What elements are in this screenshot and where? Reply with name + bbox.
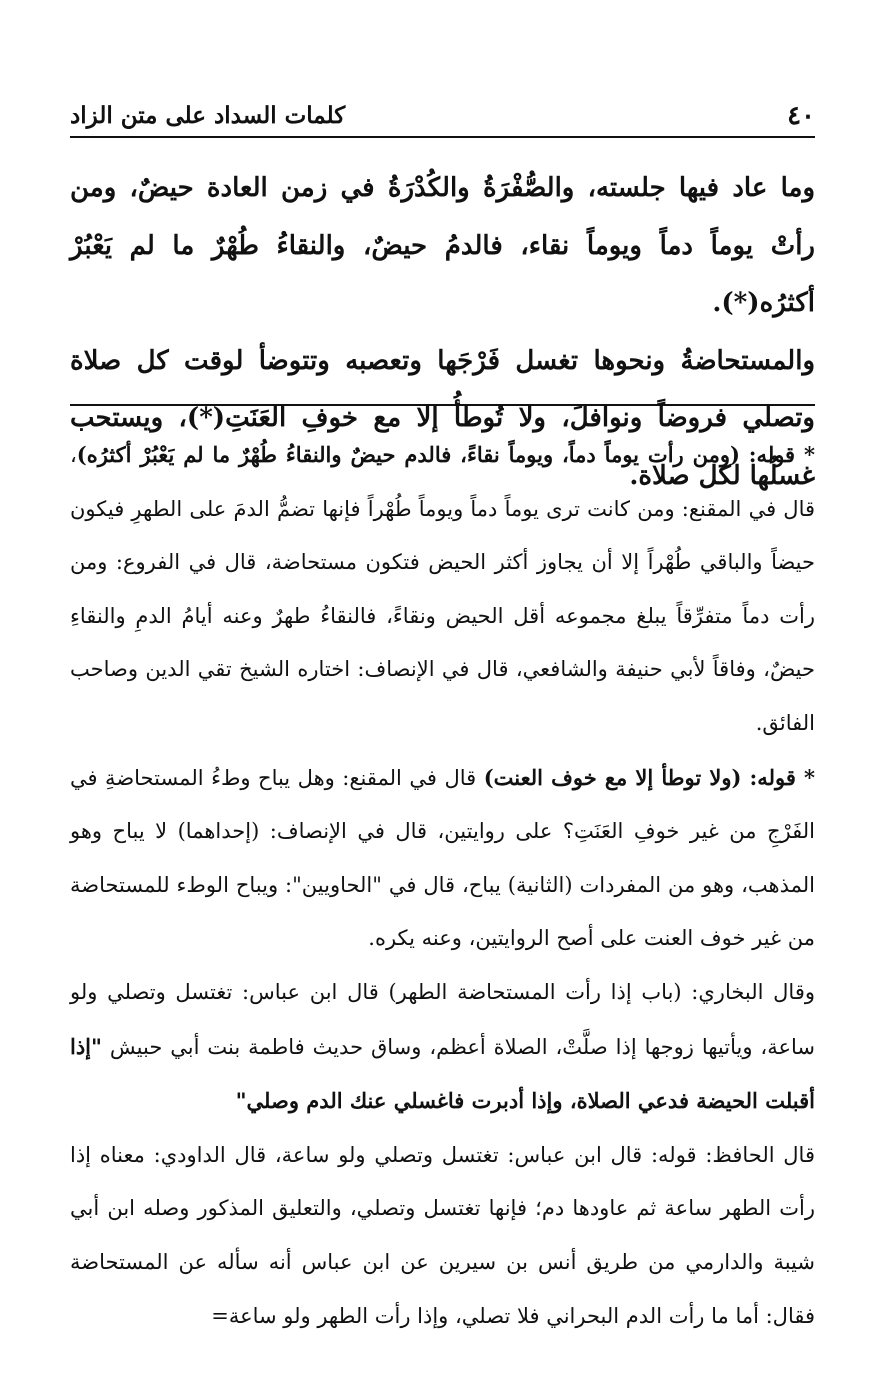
running-title: كلمات السداد على متن الزاد xyxy=(70,102,346,129)
footnote-text: قال في المقنع: وهل يباح وطءُ المستحاضةِ في الفَرْجِ من غير خوفِ العَنَتِ؟ على روايتين، قال في الإنصاف: (إحداهما) لا يباح وهو المذهب، وهو من المفردات (الثانية) يباح، قال في "الحاويين": ويباح الوطء للمستحاضة من غير خوف العنت على أصح الروايتين، وعنه يكره. xyxy=(70,765,815,951)
page-number: ٤٠ xyxy=(787,101,815,131)
footnotes xyxy=(70,428,815,1343)
footnote-paragraph: قال الحافظ: قوله: قال ابن عباس: تغتسل وتصلي ولو ساعة، قال الداودي: معناه إذا رأت الطهر ساعة ثم عاودها دم؛ فإنها تغتسل وتصلي، والتعليق المذكور وصله ابن أبي شيبة والدارمي من طريق أنس بن سيرين عن ابن عباس أنه سأله عن المستحاضة فقال: أما ما رأت الدم البحراني فلا تصلي، وإذا رأت الطهر ولو ساعة= xyxy=(70,1142,815,1328)
footnote-lemma: * قوله: (ومن رأت يوماً دماً، ويوماً نقاءً، فالدم حيضٌ والنقاءُ طُهْرٌ ما لم يَعْبُرْ أكثرُه) xyxy=(76,442,815,467)
running-header xyxy=(70,96,815,138)
footnote-paragraph xyxy=(70,966,815,1129)
footnote-text: وقال البخاري: (باب إذا رأت المستحاضة الطهر) قال ابن عباس: تغتسل وتصلي ولو ساعة، ويأتيها زوجها إذا صلَّتْ، الصلاة أعظم، وساق حديث فاطمة بنت أبي حبيش xyxy=(70,979,815,1059)
main-paragraph: وما عاد فيها جلسته، والصُّفْرَةُ والكُدْرَةُ في زمن العادة حيضٌ، ومن رأتْ يوماً دماً ويوماً نقاء، فالدمُ حيضٌ، والنقاءُ طُهْرٌ ما لم يَعْبُرْ أكثرُه(*). xyxy=(70,173,815,318)
hadith-quote: "إذا أقبلت الحيضة فدعي الصلاة، وإذا أدبرت فاغسلي عنك الدم وصلي" xyxy=(70,1033,815,1114)
footnote-divider xyxy=(70,404,815,406)
main-paragraph: والمستحاضةُ ونحوها تغسل فَرْجَها وتعصبه وتتوضأ لوقت كل صلاة وتصلي فروضاً ونوافلَ، ولا تُوطأُ إلا مع خوفِ العَنَتِ(*)، ويستحب غسلُها لكل صلاة. xyxy=(70,345,815,491)
footnote-paragraph xyxy=(70,428,815,751)
footnote-paragraph xyxy=(70,751,815,966)
footnote-text: ، قال في المقنع: ومن كانت ترى يوماً دماً ويوماً طُهْراً فإنها تضمُّ الدمَ على الطهرِ فيكون حيضاً والباقي طُهْراً إلا أن يجاوز أكثر الحيض فتكون مستحاضة، قال في الفروع: ومن رأت دماً متفرِّقاً يبلغ مجموعه أقل الحيض ونقاءً، فالنقاءُ طهرٌ وعنه أيامُ الدمِ والنقاءِ حيضٌ، وفاقاً لأبي حنيفة والشافعي، قال في الإنصاف: اختاره الشيخ تقي الدين وصاحب الفائق. xyxy=(70,443,816,735)
footnote-lemma: * قوله: (ولا توطأ إلا مع خوف العنت) xyxy=(483,764,815,790)
